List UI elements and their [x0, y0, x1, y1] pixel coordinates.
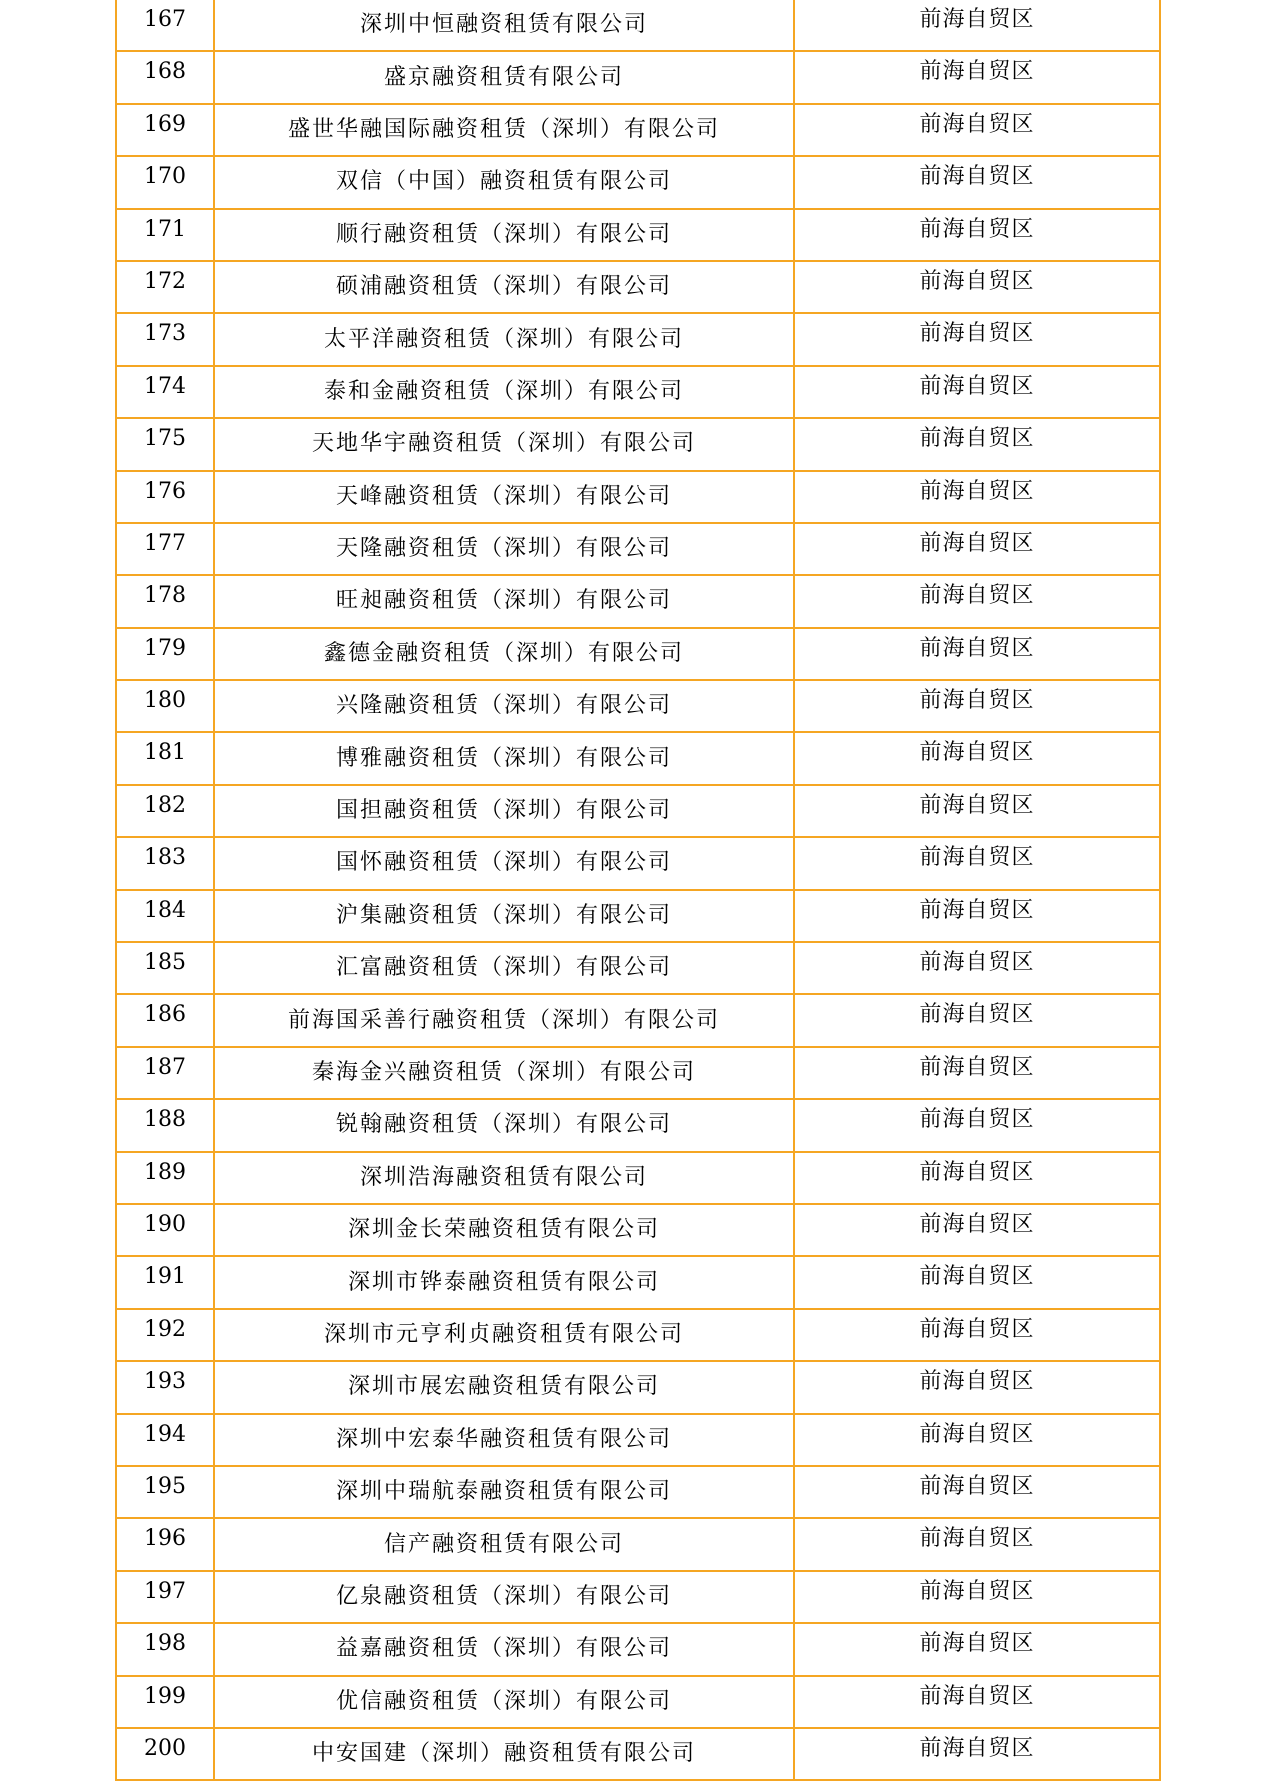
row-number-cell: 185	[116, 942, 214, 994]
company-name-cell: 盛世华融国际融资租赁（深圳）有限公司	[214, 104, 794, 156]
table-row	[116, 1204, 1160, 1256]
table-row	[116, 51, 1160, 103]
table-row	[116, 366, 1160, 418]
company-name-cell: 沪集融资租赁（深圳）有限公司	[214, 890, 794, 942]
row-number-cell: 197	[116, 1571, 214, 1623]
row-number-cell: 193	[116, 1361, 214, 1413]
row-number-cell: 195	[116, 1466, 214, 1518]
company-name-cell: 深圳浩海融资租赁有限公司	[214, 1152, 794, 1204]
row-number-cell: 182	[116, 785, 214, 837]
region-cell: 前海自贸区	[794, 732, 1160, 784]
table-row	[116, 261, 1160, 313]
row-number-cell: 192	[116, 1309, 214, 1361]
row-number-cell: 172	[116, 261, 214, 313]
company-name-cell: 硕浦融资租赁（深圳）有限公司	[214, 261, 794, 313]
table-row	[116, 209, 1160, 261]
table-row	[116, 156, 1160, 208]
leasing-company-table	[115, 0, 1161, 1781]
table-row	[116, 104, 1160, 156]
company-name-cell: 锐翰融资租赁（深圳）有限公司	[214, 1099, 794, 1151]
row-number-cell: 169	[116, 104, 214, 156]
region-cell: 前海自贸区	[794, 994, 1160, 1046]
row-number-cell: 198	[116, 1623, 214, 1675]
table-row	[116, 1728, 1160, 1780]
region-cell: 前海自贸区	[794, 1571, 1160, 1623]
row-number-cell: 173	[116, 313, 214, 365]
company-name-cell: 深圳中瑞航泰融资租赁有限公司	[214, 1466, 794, 1518]
region-cell: 前海自贸区	[794, 785, 1160, 837]
table-row	[116, 1047, 1160, 1099]
company-name-cell: 信产融资租赁有限公司	[214, 1518, 794, 1570]
table-row	[116, 575, 1160, 627]
company-name-cell: 汇富融资租赁（深圳）有限公司	[214, 942, 794, 994]
table-row	[116, 1414, 1160, 1466]
company-name-cell: 益嘉融资租赁（深圳）有限公司	[214, 1623, 794, 1675]
table-body	[116, 0, 1160, 1780]
company-name-cell: 深圳中宏泰华融资租赁有限公司	[214, 1414, 794, 1466]
row-number-cell: 179	[116, 628, 214, 680]
company-name-cell: 鑫德金融资租赁（深圳）有限公司	[214, 628, 794, 680]
row-number-cell: 199	[116, 1676, 214, 1728]
row-number-cell: 190	[116, 1204, 214, 1256]
row-number-cell: 189	[116, 1152, 214, 1204]
region-cell: 前海自贸区	[794, 1414, 1160, 1466]
company-name-cell: 顺行融资租赁（深圳）有限公司	[214, 209, 794, 261]
row-number-cell: 186	[116, 994, 214, 1046]
row-number-cell: 176	[116, 471, 214, 523]
row-number-cell: 171	[116, 209, 214, 261]
region-cell: 前海自贸区	[794, 156, 1160, 208]
row-number-cell: 183	[116, 837, 214, 889]
row-number-cell: 187	[116, 1047, 214, 1099]
row-number-cell: 170	[116, 156, 214, 208]
region-cell: 前海自贸区	[794, 1676, 1160, 1728]
table-row	[116, 1518, 1160, 1570]
table-row	[116, 1256, 1160, 1308]
company-name-cell: 中安国建（深圳）融资租赁有限公司	[214, 1728, 794, 1780]
table-row	[116, 785, 1160, 837]
company-name-cell: 博雅融资租赁（深圳）有限公司	[214, 732, 794, 784]
company-name-cell: 秦海金兴融资租赁（深圳）有限公司	[214, 1047, 794, 1099]
row-number-cell: 184	[116, 890, 214, 942]
table-row	[116, 523, 1160, 575]
company-name-cell: 国担融资租赁（深圳）有限公司	[214, 785, 794, 837]
row-number-cell: 181	[116, 732, 214, 784]
row-number-cell: 168	[116, 51, 214, 103]
table-row	[116, 837, 1160, 889]
table-row	[116, 994, 1160, 1046]
region-cell: 前海自贸区	[794, 313, 1160, 365]
region-cell: 前海自贸区	[794, 1099, 1160, 1151]
region-cell: 前海自贸区	[794, 1256, 1160, 1308]
company-name-cell: 国怀融资租赁（深圳）有限公司	[214, 837, 794, 889]
region-cell: 前海自贸区	[794, 680, 1160, 732]
company-name-cell: 深圳市铧泰融资租赁有限公司	[214, 1256, 794, 1308]
region-cell: 前海自贸区	[794, 1309, 1160, 1361]
company-name-cell: 深圳金长荣融资租赁有限公司	[214, 1204, 794, 1256]
region-cell: 前海自贸区	[794, 1204, 1160, 1256]
region-cell: 前海自贸区	[794, 366, 1160, 418]
company-name-cell: 双信（中国）融资租赁有限公司	[214, 156, 794, 208]
row-number-cell: 174	[116, 366, 214, 418]
table-row	[116, 418, 1160, 470]
company-name-cell: 深圳市元亨利贞融资租赁有限公司	[214, 1309, 794, 1361]
row-number-cell: 196	[116, 1518, 214, 1570]
company-name-cell: 天地华宇融资租赁（深圳）有限公司	[214, 418, 794, 470]
table-row	[116, 471, 1160, 523]
table-row	[116, 1309, 1160, 1361]
company-name-cell: 前海国采善行融资租赁（深圳）有限公司	[214, 994, 794, 1046]
table-row	[116, 680, 1160, 732]
company-name-cell: 深圳市展宏融资租赁有限公司	[214, 1361, 794, 1413]
table-row	[116, 1361, 1160, 1413]
row-number-cell: 175	[116, 418, 214, 470]
company-name-cell: 旺昶融资租赁（深圳）有限公司	[214, 575, 794, 627]
region-cell: 前海自贸区	[794, 523, 1160, 575]
company-name-cell: 亿泉融资租赁（深圳）有限公司	[214, 1571, 794, 1623]
region-cell: 前海自贸区	[794, 890, 1160, 942]
row-number-cell: 167	[116, 0, 214, 51]
region-cell: 前海自贸区	[794, 575, 1160, 627]
row-number-cell: 188	[116, 1099, 214, 1151]
table-row	[116, 313, 1160, 365]
region-cell: 前海自贸区	[794, 261, 1160, 313]
region-cell: 前海自贸区	[794, 1466, 1160, 1518]
table-row	[116, 1571, 1160, 1623]
region-cell: 前海自贸区	[794, 1047, 1160, 1099]
region-cell: 前海自贸区	[794, 51, 1160, 103]
company-name-cell: 泰和金融资租赁（深圳）有限公司	[214, 366, 794, 418]
company-name-cell: 盛京融资租赁有限公司	[214, 51, 794, 103]
table-row	[116, 0, 1160, 51]
company-name-cell: 深圳中恒融资租赁有限公司	[214, 0, 794, 51]
row-number-cell: 191	[116, 1256, 214, 1308]
company-name-cell: 太平洋融资租赁（深圳）有限公司	[214, 313, 794, 365]
table-row	[116, 732, 1160, 784]
region-cell: 前海自贸区	[794, 1623, 1160, 1675]
row-number-cell: 177	[116, 523, 214, 575]
region-cell: 前海自贸区	[794, 209, 1160, 261]
table-row	[116, 1152, 1160, 1204]
table-row	[116, 1466, 1160, 1518]
row-number-cell: 200	[116, 1728, 214, 1780]
row-number-cell: 178	[116, 575, 214, 627]
region-cell: 前海自贸区	[794, 628, 1160, 680]
company-name-cell: 天隆融资租赁（深圳）有限公司	[214, 523, 794, 575]
region-cell: 前海自贸区	[794, 418, 1160, 470]
region-cell: 前海自贸区	[794, 1152, 1160, 1204]
region-cell: 前海自贸区	[794, 1361, 1160, 1413]
table-row	[116, 1676, 1160, 1728]
region-cell: 前海自贸区	[794, 837, 1160, 889]
row-number-cell: 194	[116, 1414, 214, 1466]
region-cell: 前海自贸区	[794, 471, 1160, 523]
region-cell: 前海自贸区	[794, 1728, 1160, 1780]
region-cell: 前海自贸区	[794, 942, 1160, 994]
table-row	[116, 942, 1160, 994]
table-row	[116, 628, 1160, 680]
region-cell: 前海自贸区	[794, 104, 1160, 156]
table-row	[116, 890, 1160, 942]
company-name-cell: 天峰融资租赁（深圳）有限公司	[214, 471, 794, 523]
region-cell: 前海自贸区	[794, 0, 1160, 51]
company-name-cell: 兴隆融资租赁（深圳）有限公司	[214, 680, 794, 732]
company-name-cell: 优信融资租赁（深圳）有限公司	[214, 1676, 794, 1728]
row-number-cell: 180	[116, 680, 214, 732]
table-row	[116, 1623, 1160, 1675]
region-cell: 前海自贸区	[794, 1518, 1160, 1570]
table-row	[116, 1099, 1160, 1151]
